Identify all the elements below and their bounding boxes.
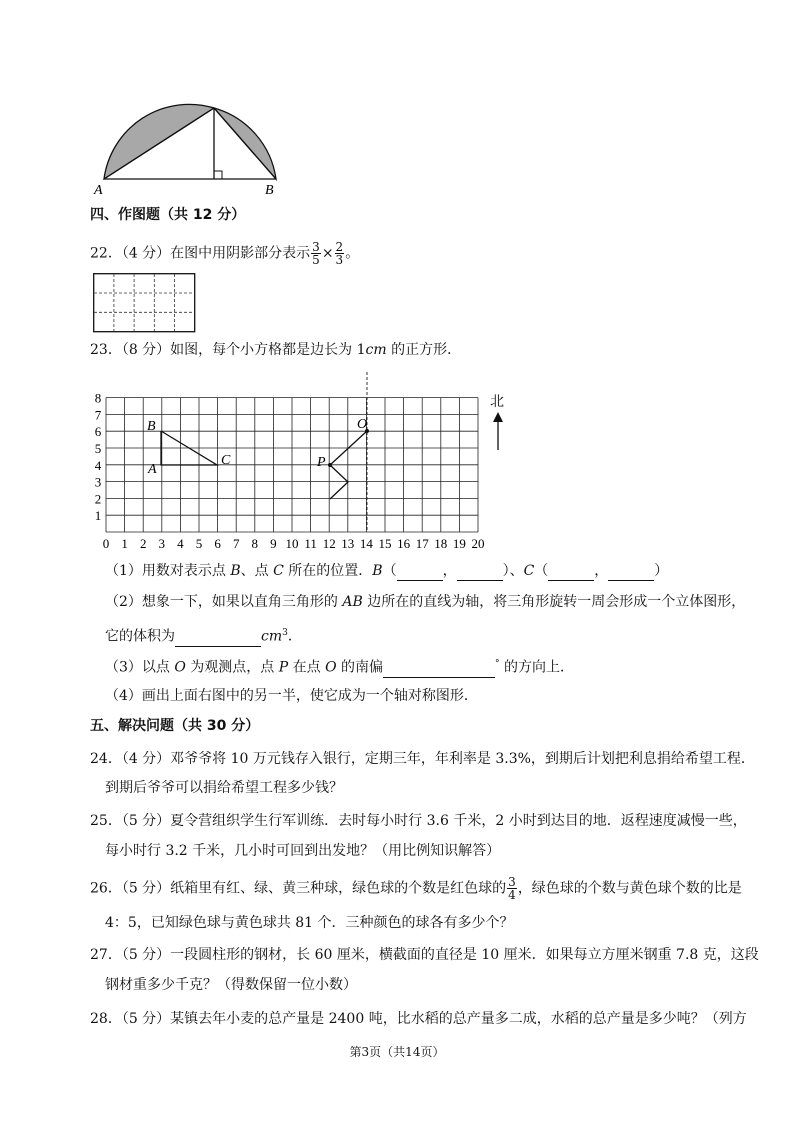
sub1-c2: C bbox=[523, 563, 535, 579]
q27-line2: 钢材重多少千克？（得数保留一位小数） bbox=[105, 977, 357, 993]
x-tick-label: 0 bbox=[102, 536, 110, 551]
sub1-close: ）、 bbox=[502, 563, 524, 579]
label-a: A bbox=[94, 183, 103, 198]
sub1-comma2: ， bbox=[594, 563, 609, 579]
sub3-o2: O bbox=[325, 659, 337, 676]
q22-suffix: 。 bbox=[345, 245, 360, 262]
section-4-title: 四、作图题（共 12 分） bbox=[90, 207, 246, 223]
point-b-label: B bbox=[147, 419, 156, 434]
y-tick-label: 1 bbox=[94, 508, 102, 524]
x-tick-label: 11 bbox=[304, 536, 317, 551]
x-tick-label: 12 bbox=[322, 536, 336, 551]
frac-num: 3 bbox=[508, 875, 516, 889]
x-tick-label: 3 bbox=[158, 536, 166, 551]
x-tick-label: 15 bbox=[378, 536, 392, 551]
sub2-end: ． bbox=[287, 628, 302, 645]
q22-prefix: 22．（4 分）在图中用阴影部分表示 bbox=[90, 245, 311, 262]
y-tick-labels bbox=[95, 391, 102, 524]
c-y-blank[interactable] bbox=[608, 566, 654, 581]
sub1-comma: ， bbox=[442, 563, 457, 579]
x-tick-label: 19 bbox=[452, 536, 466, 551]
point-p-dot bbox=[328, 463, 332, 467]
x-tick-label: 1 bbox=[121, 536, 128, 551]
x-tick-label: 17 bbox=[415, 536, 429, 551]
sub1-open2: （ bbox=[534, 563, 549, 579]
point-o-label: O bbox=[357, 417, 368, 432]
q23-sub4: （4）画出上面右图中的另一半，使它成为一个轴对称图形． bbox=[105, 688, 478, 704]
q27-line1: 27．（5 分）一段圆柱形的钢材，长 60 厘米，横截面的直径是 10 厘米．如果每立方厘米钢重 7.8 克，这段 bbox=[90, 947, 759, 963]
unit-cm: cm bbox=[365, 342, 387, 358]
frac-num: 2 bbox=[335, 240, 344, 254]
right-angle-mark bbox=[214, 171, 222, 179]
q26-line1 bbox=[90, 876, 742, 901]
q22-shading-grid[interactable] bbox=[93, 273, 196, 333]
times-sign: × bbox=[321, 245, 334, 262]
x-tick-label: 14 bbox=[359, 536, 373, 551]
sub3-b: 为观测点，点 bbox=[185, 659, 279, 676]
frac-num: 3 bbox=[312, 240, 320, 254]
frac-den: 4 bbox=[508, 888, 516, 902]
q23-sub3 bbox=[105, 654, 574, 678]
y-tick-label: 6 bbox=[94, 424, 102, 440]
sub2-exp: 3 bbox=[282, 628, 288, 638]
sub3-deg: ° bbox=[495, 659, 500, 669]
y-tick-label: 7 bbox=[94, 407, 102, 423]
label-b: B bbox=[265, 183, 274, 198]
sub2-unit: cm bbox=[261, 628, 283, 645]
x-tick-label: 7 bbox=[232, 536, 240, 551]
q26-line2: 4：5，已知绿色球与黄色球共 81 个．三种颜色的球各有多少个？ bbox=[105, 915, 514, 931]
fraction-2-3 bbox=[335, 241, 345, 266]
volume-blank[interactable] bbox=[175, 632, 261, 647]
sub2-b: 边所在的直线为轴，将三角形旋转一周会形成一个立体图形， bbox=[362, 594, 746, 610]
frac-den: 5 bbox=[312, 253, 320, 267]
sub3-e: 的方向上． bbox=[499, 659, 574, 676]
b-x-blank[interactable] bbox=[397, 566, 443, 581]
q23-intro bbox=[90, 340, 461, 360]
sub1-b2: B bbox=[372, 563, 383, 579]
q23-intro-end: 的正方形． bbox=[386, 342, 462, 358]
q23-sub1 bbox=[105, 561, 668, 581]
x-tick-label: 20 bbox=[471, 536, 485, 551]
sub1-mid: 、点 bbox=[240, 563, 274, 579]
q23-sub2-line1 bbox=[105, 592, 745, 612]
sub2-a: （2）想象一下，如果以直角三角形的 bbox=[105, 594, 343, 610]
sub2-ab: AB bbox=[342, 594, 363, 610]
point-c-label: C bbox=[221, 453, 231, 468]
fraction-3-4 bbox=[507, 876, 517, 901]
x-tick-labels bbox=[103, 536, 485, 551]
x-tick-label: 4 bbox=[177, 536, 184, 551]
sub1-b: B bbox=[230, 563, 241, 579]
q28-line1: 28．（5 分）某镇去年小麦的总产量是 2400 吨，比水稻的总产量多二成，水稻的总产量是多少吨？（列方 bbox=[90, 1011, 747, 1027]
fraction-3-5 bbox=[311, 241, 321, 266]
q22-text bbox=[90, 241, 359, 266]
y-tick-label: 5 bbox=[94, 441, 102, 456]
x-tick-label: 13 bbox=[341, 536, 355, 551]
point-a-label: A bbox=[148, 462, 157, 477]
q25-line1: 25．（5 分）夏令营组织学生行军训练．去时每小时行 3.6 千米，2 小时到达目的地．返程速度减慢一些， bbox=[90, 813, 747, 829]
y-tick-label: 3 bbox=[94, 474, 102, 490]
sub1-c: C bbox=[273, 563, 284, 579]
triangle-side-right bbox=[214, 108, 276, 179]
x-tick-label: 10 bbox=[285, 536, 299, 551]
q26-l1: 26．（5 分）纸箱里有红、绿、黄三种球，绿色球的个数是红色球的 bbox=[90, 880, 507, 897]
section-5-title: 五、解决问题（共 30 分） bbox=[90, 718, 260, 734]
y-tick-label: 2 bbox=[94, 491, 102, 507]
q23-sub2-line2 bbox=[105, 623, 302, 647]
sub3-p: P bbox=[278, 659, 289, 676]
x-tick-label: 18 bbox=[434, 536, 448, 551]
point-p-label: P bbox=[317, 455, 326, 470]
coordinate-grid bbox=[90, 368, 510, 552]
sub3-c: 在点 bbox=[288, 659, 326, 676]
x-tick-label: 5 bbox=[195, 536, 203, 551]
q26-l1-end: ，绿色球的个数与黄色球个数的比是 bbox=[517, 880, 742, 897]
x-tick-label: 16 bbox=[397, 536, 411, 551]
y-tick-label: 8 bbox=[94, 390, 102, 406]
sub3-d: 的南偏 bbox=[336, 659, 384, 676]
page-footer: 第3页（共14页） bbox=[349, 1045, 445, 1059]
sub2-c: 它的体积为 bbox=[105, 628, 175, 645]
b-y-blank[interactable] bbox=[457, 566, 503, 581]
sub1-mid2: 所在的位置． bbox=[283, 563, 373, 579]
angle-blank[interactable] bbox=[383, 663, 495, 678]
q23-intro-text: 23．（8 分）如图，每个小方格都是边长为 1 bbox=[90, 342, 366, 358]
sub1-open: （ bbox=[382, 563, 397, 579]
semicircle-figure bbox=[90, 95, 290, 200]
sub3-o: O bbox=[174, 659, 186, 676]
q24-line1: 24．（4 分）邓爷爷将 10 万元钱存入银行，定期三年，年利率是 3.3%，到期后计划把利息捐给希望工程． bbox=[90, 751, 755, 767]
x-tick-label: 6 bbox=[214, 536, 221, 551]
y-tick-label: 4 bbox=[94, 457, 102, 473]
x-tick-label: 9 bbox=[270, 536, 277, 551]
c-x-blank[interactable] bbox=[548, 566, 594, 581]
frac-den: 3 bbox=[335, 253, 344, 267]
q24-line2: 到期后爷爷可以捐给希望工程多少钱？ bbox=[105, 780, 343, 796]
sub3-a: （3）以点 bbox=[105, 659, 175, 676]
sub1-pre: （1）用数对表示点 bbox=[105, 563, 231, 579]
x-tick-label: 8 bbox=[251, 536, 259, 551]
q25-line2: 每小时行 3.2 千米，几小时可回到出发地？（用比例知识解答） bbox=[105, 843, 501, 859]
x-tick-label: 2 bbox=[139, 536, 147, 551]
north-label: 北 bbox=[490, 394, 504, 410]
sub1-close2: ） bbox=[654, 563, 669, 579]
